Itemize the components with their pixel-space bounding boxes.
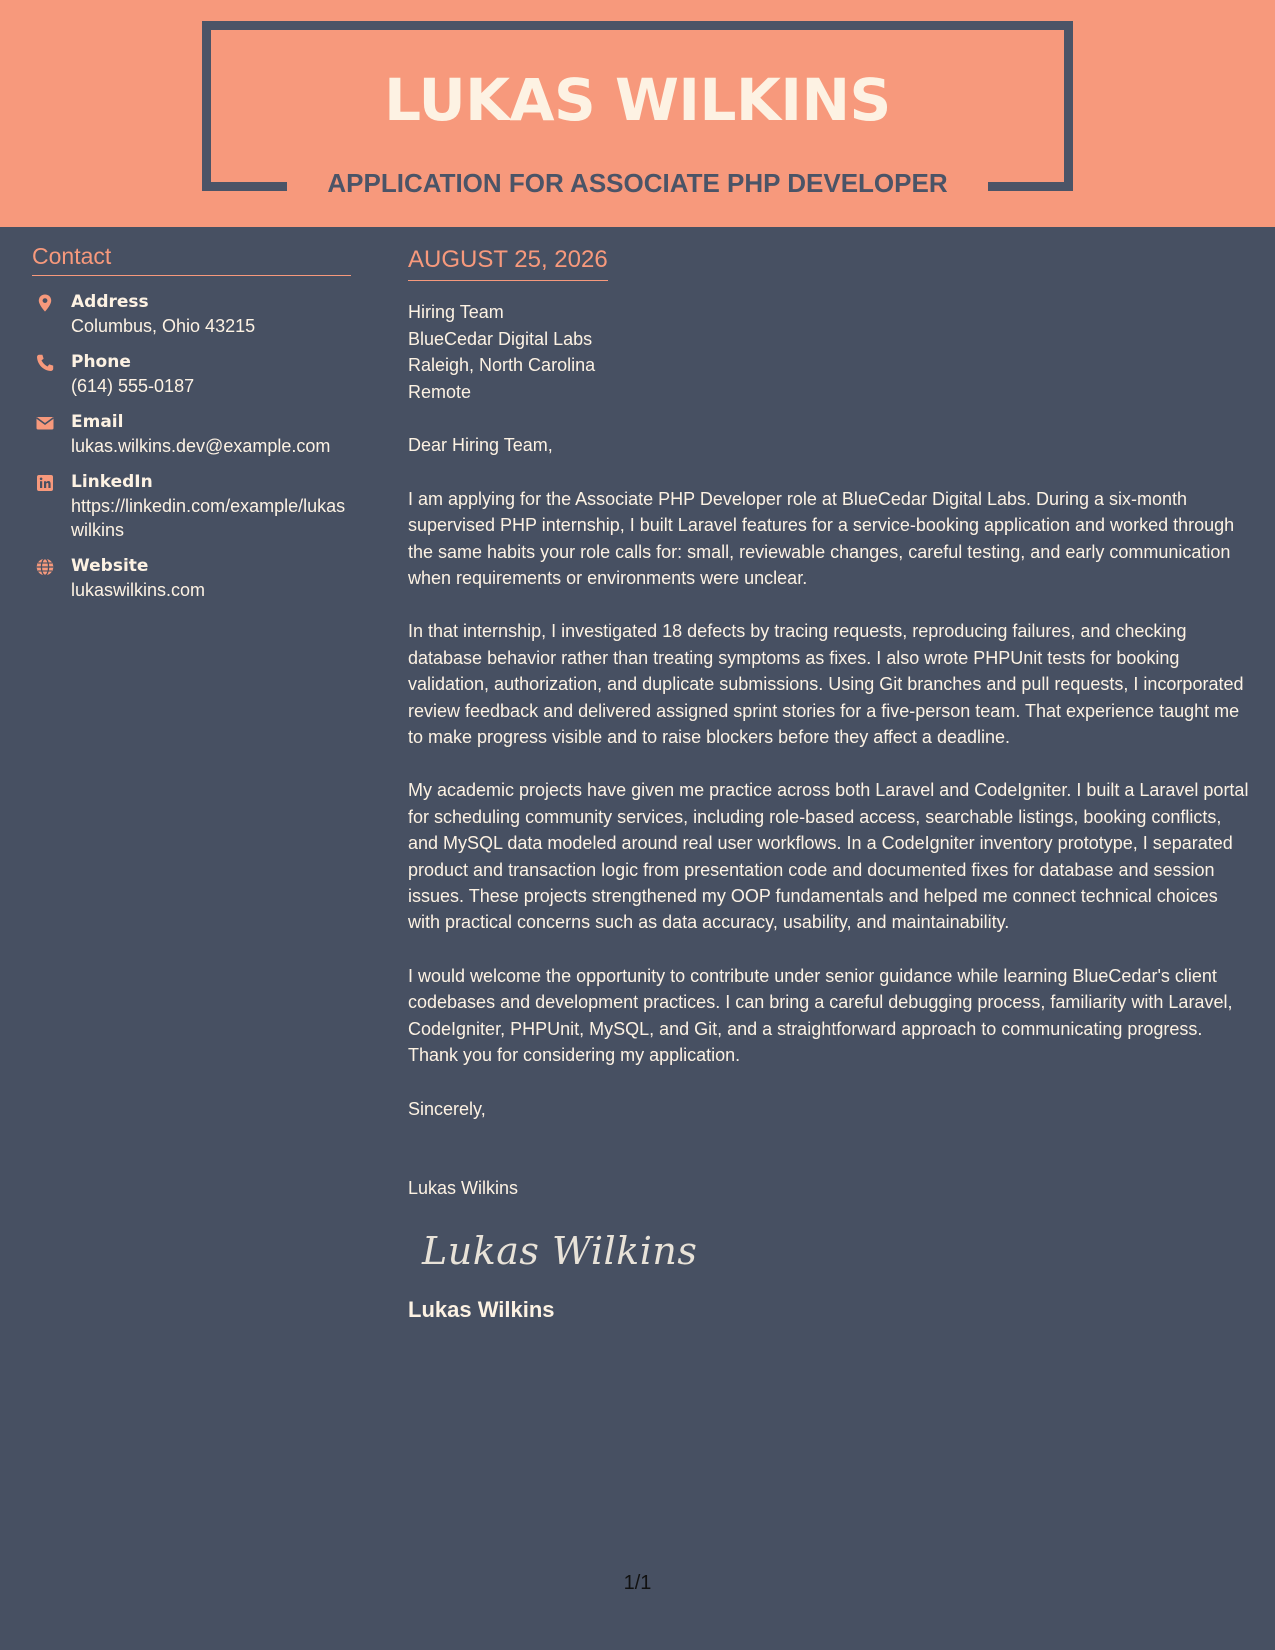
contact-label: Address (71, 292, 149, 312)
contact-value: lukas.wilkins.dev@example.com (71, 436, 331, 456)
map-pin-icon (35, 293, 55, 313)
contact-phone (32, 350, 351, 398)
contact-linkedin (32, 470, 351, 542)
letter-body (408, 244, 1253, 1325)
contact-sidebar (32, 240, 351, 602)
signature-name: Lukas Wilkins (408, 1297, 555, 1323)
application-title: APPLICATION FOR ASSOCIATE PHP DEVELOPER (327, 168, 948, 198)
contact-heading: Contact (32, 240, 351, 276)
recipient-line: Hiring Team (408, 302, 504, 322)
contact-label: Phone (71, 352, 131, 372)
contact-value: https://linkedin.com/example/lukaswilkins (71, 496, 346, 540)
salutation: Dear Hiring Team, (408, 435, 553, 456)
contact-label: LinkedIn (71, 472, 153, 492)
letter-paragraph: I am applying for the Associate PHP Developer role at BlueCedar Digital Labs. During a six-month supervised PHP internship, I built Laravel features for a service-booking application and worked through the same habits your role calls for: small, reviewable changes, careful testing, and early communication when requirements or environments were unclear. (408, 488, 1235, 588)
handwritten-signature: Lukas Wilkins (422, 1229, 698, 1274)
applicant-name: LUKAS WILKINS (384, 66, 891, 134)
envelope-icon (35, 413, 55, 433)
globe-icon (35, 557, 55, 577)
letter-paragraph: In that internship, I investigated 18 defects by tracing requests, reproducing failures, and checking database behavior rather than treating symptoms as fixes. I also wrote PHPUnit tests for booking validation, authorization, and duplicate submissions. Using Git branches and pull requests, I incorporated review feedback and delivered assigned sprint stories for a five-person team. That experience taught me to make progress visible and to raise blockers before they affect a deadline. (408, 621, 1244, 748)
recipient-line: Remote (408, 381, 472, 402)
phone-icon (35, 353, 55, 373)
page-number: 1/1 (623, 1572, 652, 1594)
recipient-line: Raleigh, North Carolina (408, 355, 596, 376)
closing: Sincerely, (408, 1098, 486, 1119)
closing-name: Lukas Wilkins (408, 1177, 519, 1198)
recipient-block (408, 299, 1253, 405)
contact-website (32, 554, 351, 602)
recipient-line: BlueCedar Digital Labs (408, 328, 593, 349)
contact-value: (614) 555-0187 (71, 376, 195, 396)
contact-email (32, 410, 351, 458)
linkedin-icon (35, 473, 55, 493)
contact-value: lukaswilkins.com (71, 580, 206, 600)
letter-paragraph: I would welcome the opportunity to contribute under senior guidance while learning BlueCedar's client codebases and development practices. I can bring a careful debugging process, familiarity with Laravel, CodeIgniter, PHPUnit, MySQL, and Git, and a straightforward approach to communicating progress. Thank you for considering my application. (408, 965, 1233, 1066)
contact-value: Columbus, Ohio 43215 (71, 316, 256, 336)
letter-paragraph: My academic projects have given me practice across both Laravel and CodeIgniter. I built a Laravel portal for scheduling community services, including role-based access, searchable listings, booking conflicts, and MySQL data modeled around real user workflows. In a CodeIgniter inventory prototype, I separated product and transaction logic from presentation code and documented fixes for database and session issues. These projects strengthened my OOP fundamentals and helped me connect technical choices with practical concerns such as data accuracy, usability, and maintainability. (408, 780, 1249, 933)
contact-label: Website (71, 556, 149, 576)
letter-date: AUGUST 25, 2026 (408, 244, 608, 281)
contact-address (32, 290, 351, 338)
contact-label: Email (71, 412, 124, 432)
